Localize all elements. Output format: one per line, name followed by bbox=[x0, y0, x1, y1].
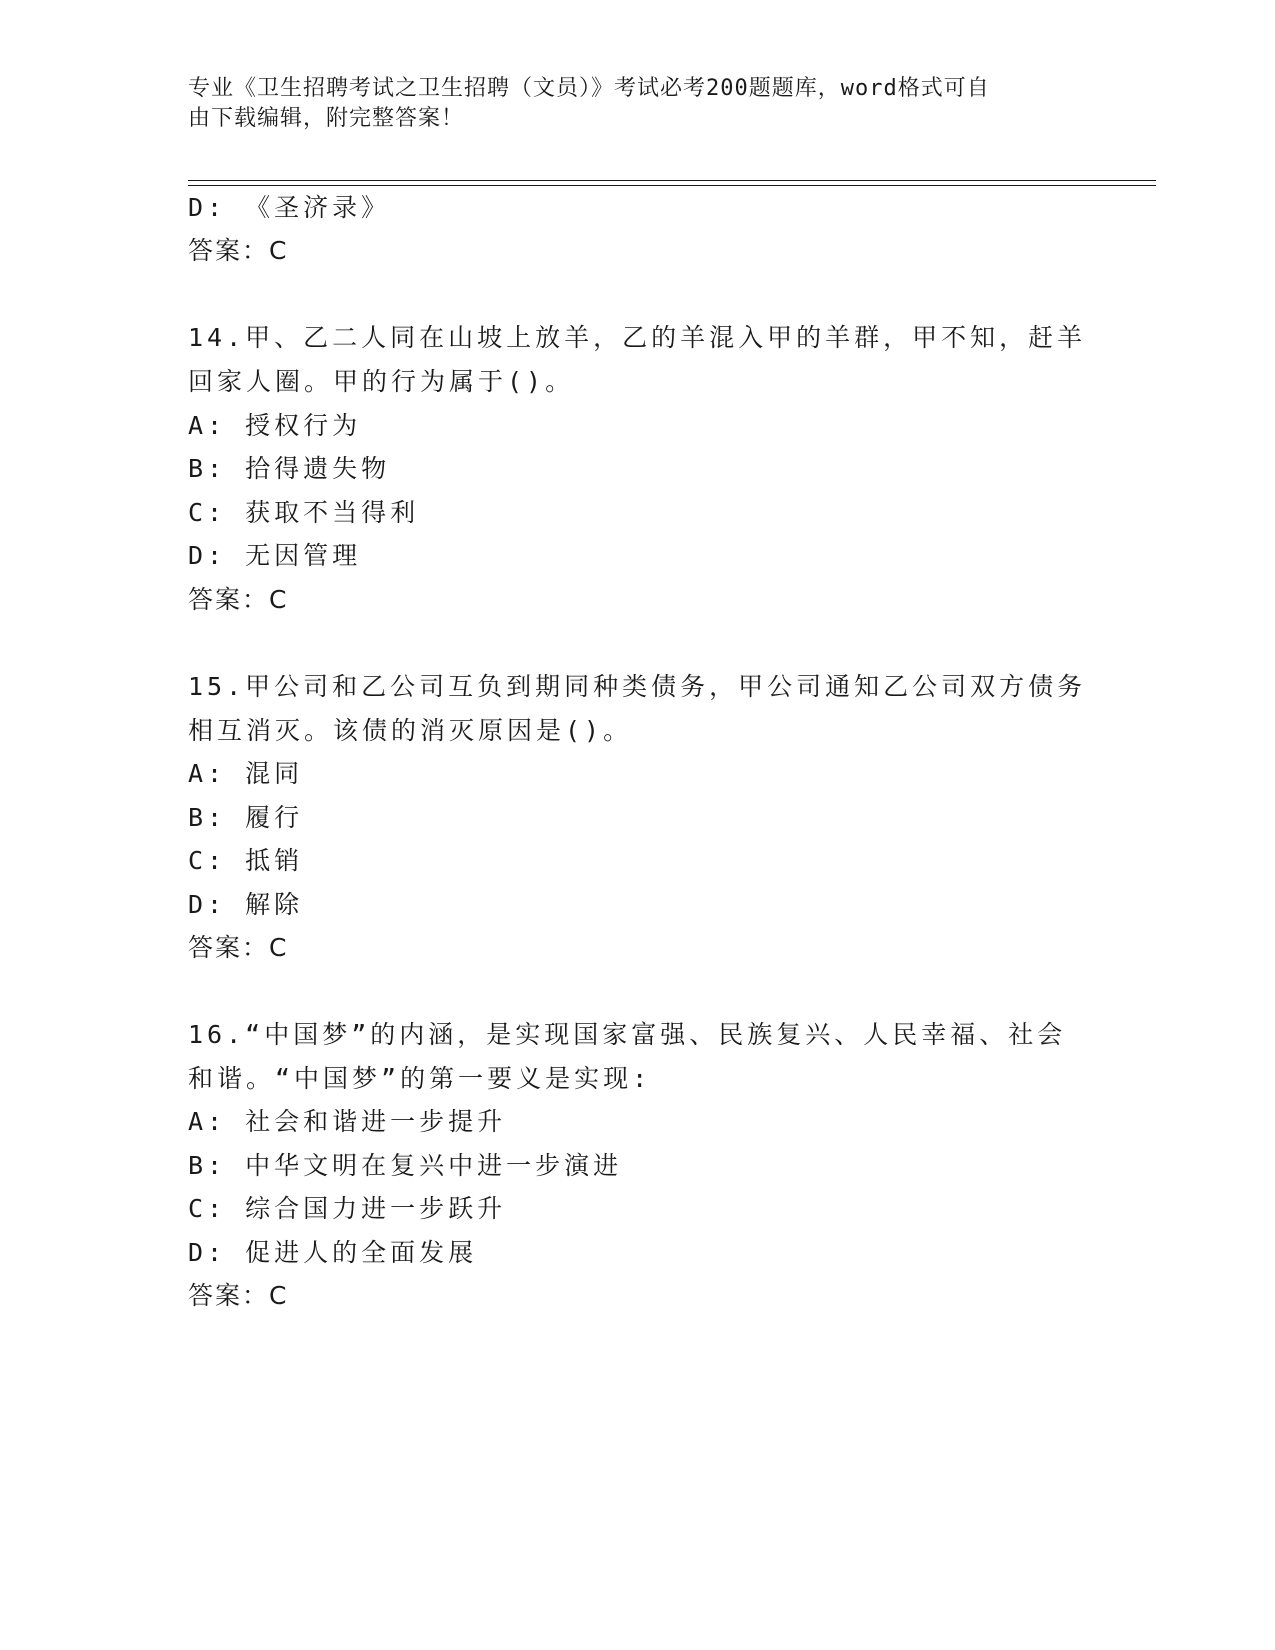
option-b: B: 拾得遗失物 bbox=[188, 454, 391, 483]
option-a: A: 社会和谐进一步提升 bbox=[188, 1107, 507, 1136]
option-a: A: 混同 bbox=[188, 759, 304, 788]
answer: 答案：C bbox=[188, 1281, 289, 1310]
carryover-answer: 答案：C bbox=[188, 236, 289, 265]
option-d: D: 解除 bbox=[188, 890, 304, 919]
question-stem-line-1: 14.甲、乙二人同在山坡上放羊，乙的羊混入甲的羊群，甲不知，赶羊 bbox=[188, 323, 1087, 352]
question-stem-line-1: 16.“中国梦”的内涵，是实现国家富强、民族复兴、人民幸福、社会 bbox=[188, 1020, 1067, 1049]
question-stem-line-2: 相互消灭。该债的消灭原因是()。 bbox=[188, 716, 633, 745]
option-b: B: 履行 bbox=[188, 803, 304, 832]
header-line-1: 专业《卫生招聘考试之卫生招聘（文员）》考试必考200题题库，word格式可自 bbox=[188, 76, 990, 101]
answer: 答案：C bbox=[188, 585, 289, 614]
option-c: C: 综合国力进一步跃升 bbox=[188, 1194, 507, 1223]
header-divider-top bbox=[188, 180, 1156, 181]
option-c: C: 获取不当得利 bbox=[188, 498, 420, 527]
header-line-2: 由下载编辑，附完整答案！ bbox=[188, 106, 465, 131]
question-stem-line-2: 和谐。“中国梦”的第一要义是实现: bbox=[188, 1064, 652, 1093]
option-d: D: 无因管理 bbox=[188, 541, 362, 570]
document-header bbox=[188, 74, 1068, 134]
question-stem-line-2: 回家人圈。甲的行为属于()。 bbox=[188, 367, 575, 396]
option-d: D: 促进人的全面发展 bbox=[188, 1238, 478, 1267]
carryover-option-d: D: 《圣济录》 bbox=[188, 193, 391, 222]
header-divider-bottom bbox=[188, 185, 1156, 186]
option-a: A: 授权行为 bbox=[188, 411, 362, 440]
question-stem-line-1: 15.甲公司和乙公司互负到期同种类债务，甲公司通知乙公司双方债务 bbox=[188, 672, 1087, 701]
answer: 答案：C bbox=[188, 933, 289, 962]
option-b: B: 中华文明在复兴中进一步演进 bbox=[188, 1151, 623, 1180]
option-c: C: 抵销 bbox=[188, 846, 304, 875]
